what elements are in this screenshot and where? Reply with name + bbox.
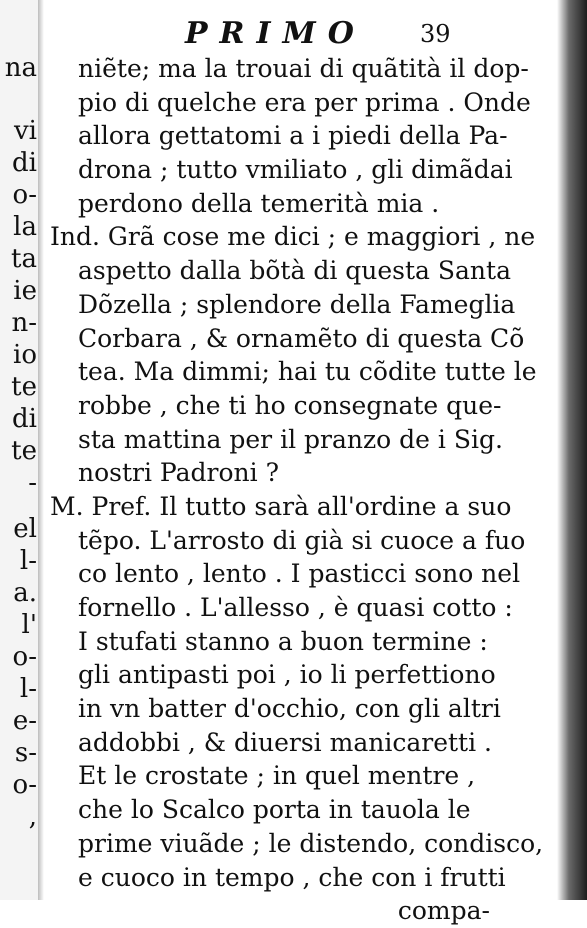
adjacent-page-fragment: el xyxy=(13,514,37,544)
line-text: pio di quelche era per prima . Onde xyxy=(78,87,531,117)
line-text: Grã cose me dici ; e maggiori , ne xyxy=(107,222,536,252)
text-line xyxy=(50,490,550,524)
line-text: addobbi , & diuersi manicaretti . xyxy=(78,727,492,757)
adjacent-page-fragment: e- xyxy=(12,706,37,736)
adjacent-page-strip xyxy=(0,0,40,900)
adjacent-page-fragment: ta xyxy=(11,244,37,274)
text-line xyxy=(50,220,550,254)
line-text: aspetto dalla bõtà di questa Santa xyxy=(78,256,511,286)
adjacent-page-fragment: , xyxy=(28,802,37,832)
line-text: robbe , che ti ho consegnate que- xyxy=(78,390,502,420)
text-line xyxy=(50,153,550,187)
text-line xyxy=(50,625,550,659)
text-line xyxy=(50,288,550,322)
text-line xyxy=(50,793,550,827)
line-text: drona ; tutto vmiliato , gli dimãdai xyxy=(78,155,513,185)
running-head: PRIMO xyxy=(185,16,366,51)
adjacent-page-fragment: o- xyxy=(12,642,37,672)
page-edge-shadow xyxy=(557,0,587,900)
speaker-label: M. Pref. xyxy=(50,491,152,521)
line-text: in vn batter d'occhio, con gli altri xyxy=(78,694,501,724)
line-text: co lento , lento . I pasticci sono nel xyxy=(78,559,521,589)
text-line xyxy=(50,456,550,490)
text-line xyxy=(50,355,550,389)
line-text: gli antipasti poi , io li perfettiono xyxy=(78,660,496,690)
page-gutter xyxy=(38,0,44,900)
text-line xyxy=(50,827,550,861)
adjacent-page-fragment: o- xyxy=(12,180,37,210)
line-text: Il tutto sarà all'ordine a suo xyxy=(159,491,512,521)
line-text: che lo Scalco porta in tauola le xyxy=(78,795,471,825)
adjacent-page-fragment: n- xyxy=(11,308,37,338)
adjacent-page-fragment: ie xyxy=(13,276,37,306)
catchword: compa- xyxy=(397,896,490,926)
adjacent-page-fragment: te xyxy=(11,436,37,466)
text-line xyxy=(50,423,550,457)
text-line xyxy=(50,389,550,423)
text-line xyxy=(50,119,550,153)
adjacent-page-fragment: s- xyxy=(14,738,37,768)
text-line xyxy=(50,557,550,591)
line-text: Corbara , & ornamẽto di questa Cõ xyxy=(78,323,525,353)
line-text: I stufati stanno a buon termine : xyxy=(78,626,488,656)
line-text: nostri Padroni ? xyxy=(78,458,279,488)
line-text: e cuoco in tempo , che con i frutti xyxy=(78,862,506,892)
text-line xyxy=(50,591,550,625)
text-line xyxy=(50,861,550,895)
line-text: niẽte; ma la trouai di quãtità il dop- xyxy=(78,54,529,83)
text-block xyxy=(50,52,550,928)
line-text: Dõzella ; splendore della Fameglia xyxy=(78,289,516,319)
line-text: Et le crostate ; in quel mentre , xyxy=(78,761,476,791)
text-line xyxy=(50,86,550,120)
adjacent-page-fragment: di xyxy=(12,148,37,178)
text-line xyxy=(50,524,550,558)
speaker-label: Ind. xyxy=(50,222,100,252)
text-line xyxy=(50,52,550,86)
adjacent-page-fragment: te xyxy=(11,372,37,402)
text-line xyxy=(50,322,550,356)
adjacent-page-fragment: l- xyxy=(19,546,37,576)
adjacent-page-fragment: la xyxy=(13,212,37,242)
text-line xyxy=(50,187,550,221)
text-line xyxy=(50,254,550,288)
page-header xyxy=(0,12,587,52)
text-line xyxy=(50,726,550,760)
adjacent-page-fragment: o- xyxy=(12,770,37,800)
line-text: prime viuãde ; le distendo, condisco, xyxy=(78,828,544,858)
line-text: tea. Ma dimmi; hai tu cõdite tutte le xyxy=(78,357,537,387)
line-text: tẽpo. L'arrosto di già si cuoce a fuo xyxy=(78,525,526,555)
text-line xyxy=(50,692,550,726)
line-text: sta mattina per il pranzo de i Sig. xyxy=(78,424,503,454)
page-number: 39 xyxy=(420,20,451,48)
adjacent-page-fragment: vi xyxy=(13,116,37,146)
adjacent-page-fragment: l- xyxy=(19,674,37,704)
adjacent-page-fragment: io xyxy=(13,340,37,370)
adjacent-page-fragment: na xyxy=(4,53,37,83)
text-line xyxy=(50,658,550,692)
adjacent-page-fragment: - xyxy=(28,468,37,498)
line-text: fornello . L'allesso , è quasi cotto : xyxy=(78,593,513,622)
adjacent-page-fragment: a. xyxy=(13,578,37,608)
adjacent-page-fragment: di xyxy=(12,404,37,434)
text-line xyxy=(50,759,550,793)
adjacent-page-fragment: l' xyxy=(21,610,37,640)
line-text: allora gettatomi a i piedi della Pa- xyxy=(78,121,508,151)
line-text: perdono della temerità mia . xyxy=(78,188,440,218)
